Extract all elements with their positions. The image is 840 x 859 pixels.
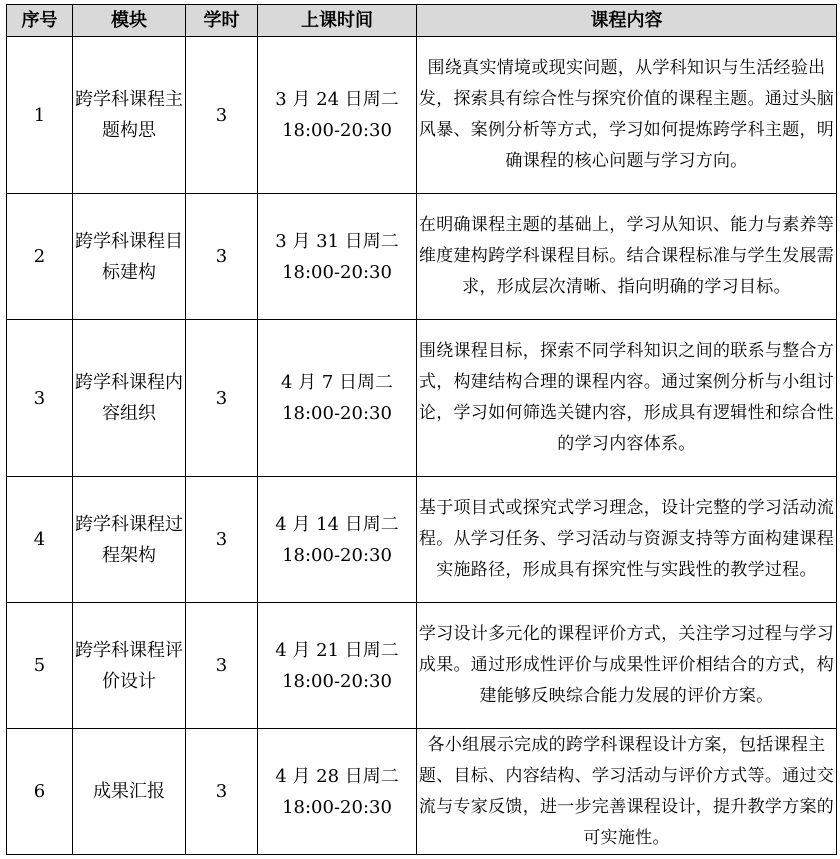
row-number: 4: [7, 477, 73, 603]
class-time: 18:00-20:30: [282, 544, 392, 566]
course-content-text: 围绕真实情境或现实问题，从学科知识与生活经验出发，探索具有综合性与探究价值的课程主题。通过头脑风暴、案例分析等方式，学习如何提炼跨学科主题，明确课程的核心问题与学习方向。: [418, 58, 835, 171]
row-number: 6: [7, 729, 73, 855]
column-header-hours: 学时: [186, 5, 258, 37]
column-header-class-time: 上课时间: [258, 5, 417, 37]
course-content: [417, 194, 837, 320]
column-header-number: 序号: [7, 5, 73, 37]
table-header-row: [7, 5, 837, 37]
class-time-cell: [258, 320, 417, 477]
table-row: [7, 320, 837, 477]
course-content: [417, 477, 837, 603]
table-row: [7, 603, 837, 729]
class-date: 3 月 31 日周二: [275, 230, 399, 252]
module-name: 跨学科课程主题构思: [73, 37, 186, 194]
class-hours: 3: [186, 320, 258, 477]
class-hours: 3: [186, 37, 258, 194]
class-time-cell: [258, 729, 417, 855]
module-name: 跨学科课程内容组织: [73, 320, 186, 477]
class-time: 18:00-20:30: [282, 670, 392, 692]
course-content-text: 基于项目式或探究式学习理念，设计完整的学习活动流程。从学习任务、学习活动与资源支持等方面构建课程实施路径，形成具有探究性与实践性的教学过程。: [418, 498, 835, 580]
row-number: 1: [7, 37, 73, 194]
column-header-course-content: 课程内容: [417, 5, 837, 37]
row-number: 3: [7, 320, 73, 477]
row-number: 2: [7, 194, 73, 320]
class-time-cell: [258, 603, 417, 729]
class-time-cell: [258, 194, 417, 320]
class-time-cell: [258, 477, 417, 603]
course-content-text: 围绕课程目标，探索不同学科知识之间的联系与整合方式，构建结构合理的课程内容。通过案例分析与小组讨论，学习如何筛选关键内容，形成具有逻辑性和综合性的学习内容体系。: [418, 341, 835, 454]
module-name: 跨学科课程过程架构: [73, 477, 186, 603]
class-date: 3 月 24 日周二: [275, 89, 399, 110]
table-row: [7, 194, 837, 320]
class-time-cell: [258, 37, 417, 194]
class-date: 4 月 21 日周二: [275, 639, 399, 661]
class-time: 18:00-20:30: [282, 120, 392, 141]
course-content-text: 各小组展示完成的跨学科课程设计方案，包括课程主题、目标、内容结构、学习活动与评价方式等。通过交流与专家反馈，进一步完善课程设计，提升教学方案的可实施性。: [418, 734, 835, 848]
class-date: 4 月 28 日周二: [275, 765, 399, 787]
class-hours: 3: [186, 477, 258, 603]
module-name: 跨学科课程评价设计: [73, 603, 186, 729]
class-time: 18:00-20:30: [282, 261, 392, 283]
class-time: 18:00-20:30: [282, 403, 392, 424]
table-row: [7, 37, 837, 194]
class-date: 4 月 7 日周二: [280, 372, 394, 393]
column-header-module: 模块: [73, 5, 186, 37]
row-number: 5: [7, 603, 73, 729]
table-row: [7, 729, 837, 855]
course-content: [417, 37, 837, 194]
course-content-text: 在明确课程主题的基础上，学习从知识、能力与素养等维度建构跨学科课程目标。结合课程标准与学生发展需求，形成层次清晰、指向明确的学习目标。: [418, 215, 835, 297]
module-name: 跨学科课程目标建构: [73, 194, 186, 320]
course-content: [417, 320, 837, 477]
table-row: [7, 477, 837, 603]
module-name: 成果汇报: [73, 729, 186, 855]
course-content: [417, 603, 837, 729]
class-hours: 3: [186, 603, 258, 729]
course-schedule-table: [6, 4, 837, 855]
class-hours: 3: [186, 729, 258, 855]
class-hours: 3: [186, 194, 258, 320]
class-time: 18:00-20:30: [282, 796, 392, 818]
course-content: [417, 729, 837, 855]
class-date: 4 月 14 日周二: [275, 513, 399, 535]
course-content-text: 学习设计多元化的课程评价方式，关注学习过程与学习成果。通过形成性评价与成果性评价相结合的方式，构建能够反映综合能力发展的评价方案。: [418, 624, 835, 706]
